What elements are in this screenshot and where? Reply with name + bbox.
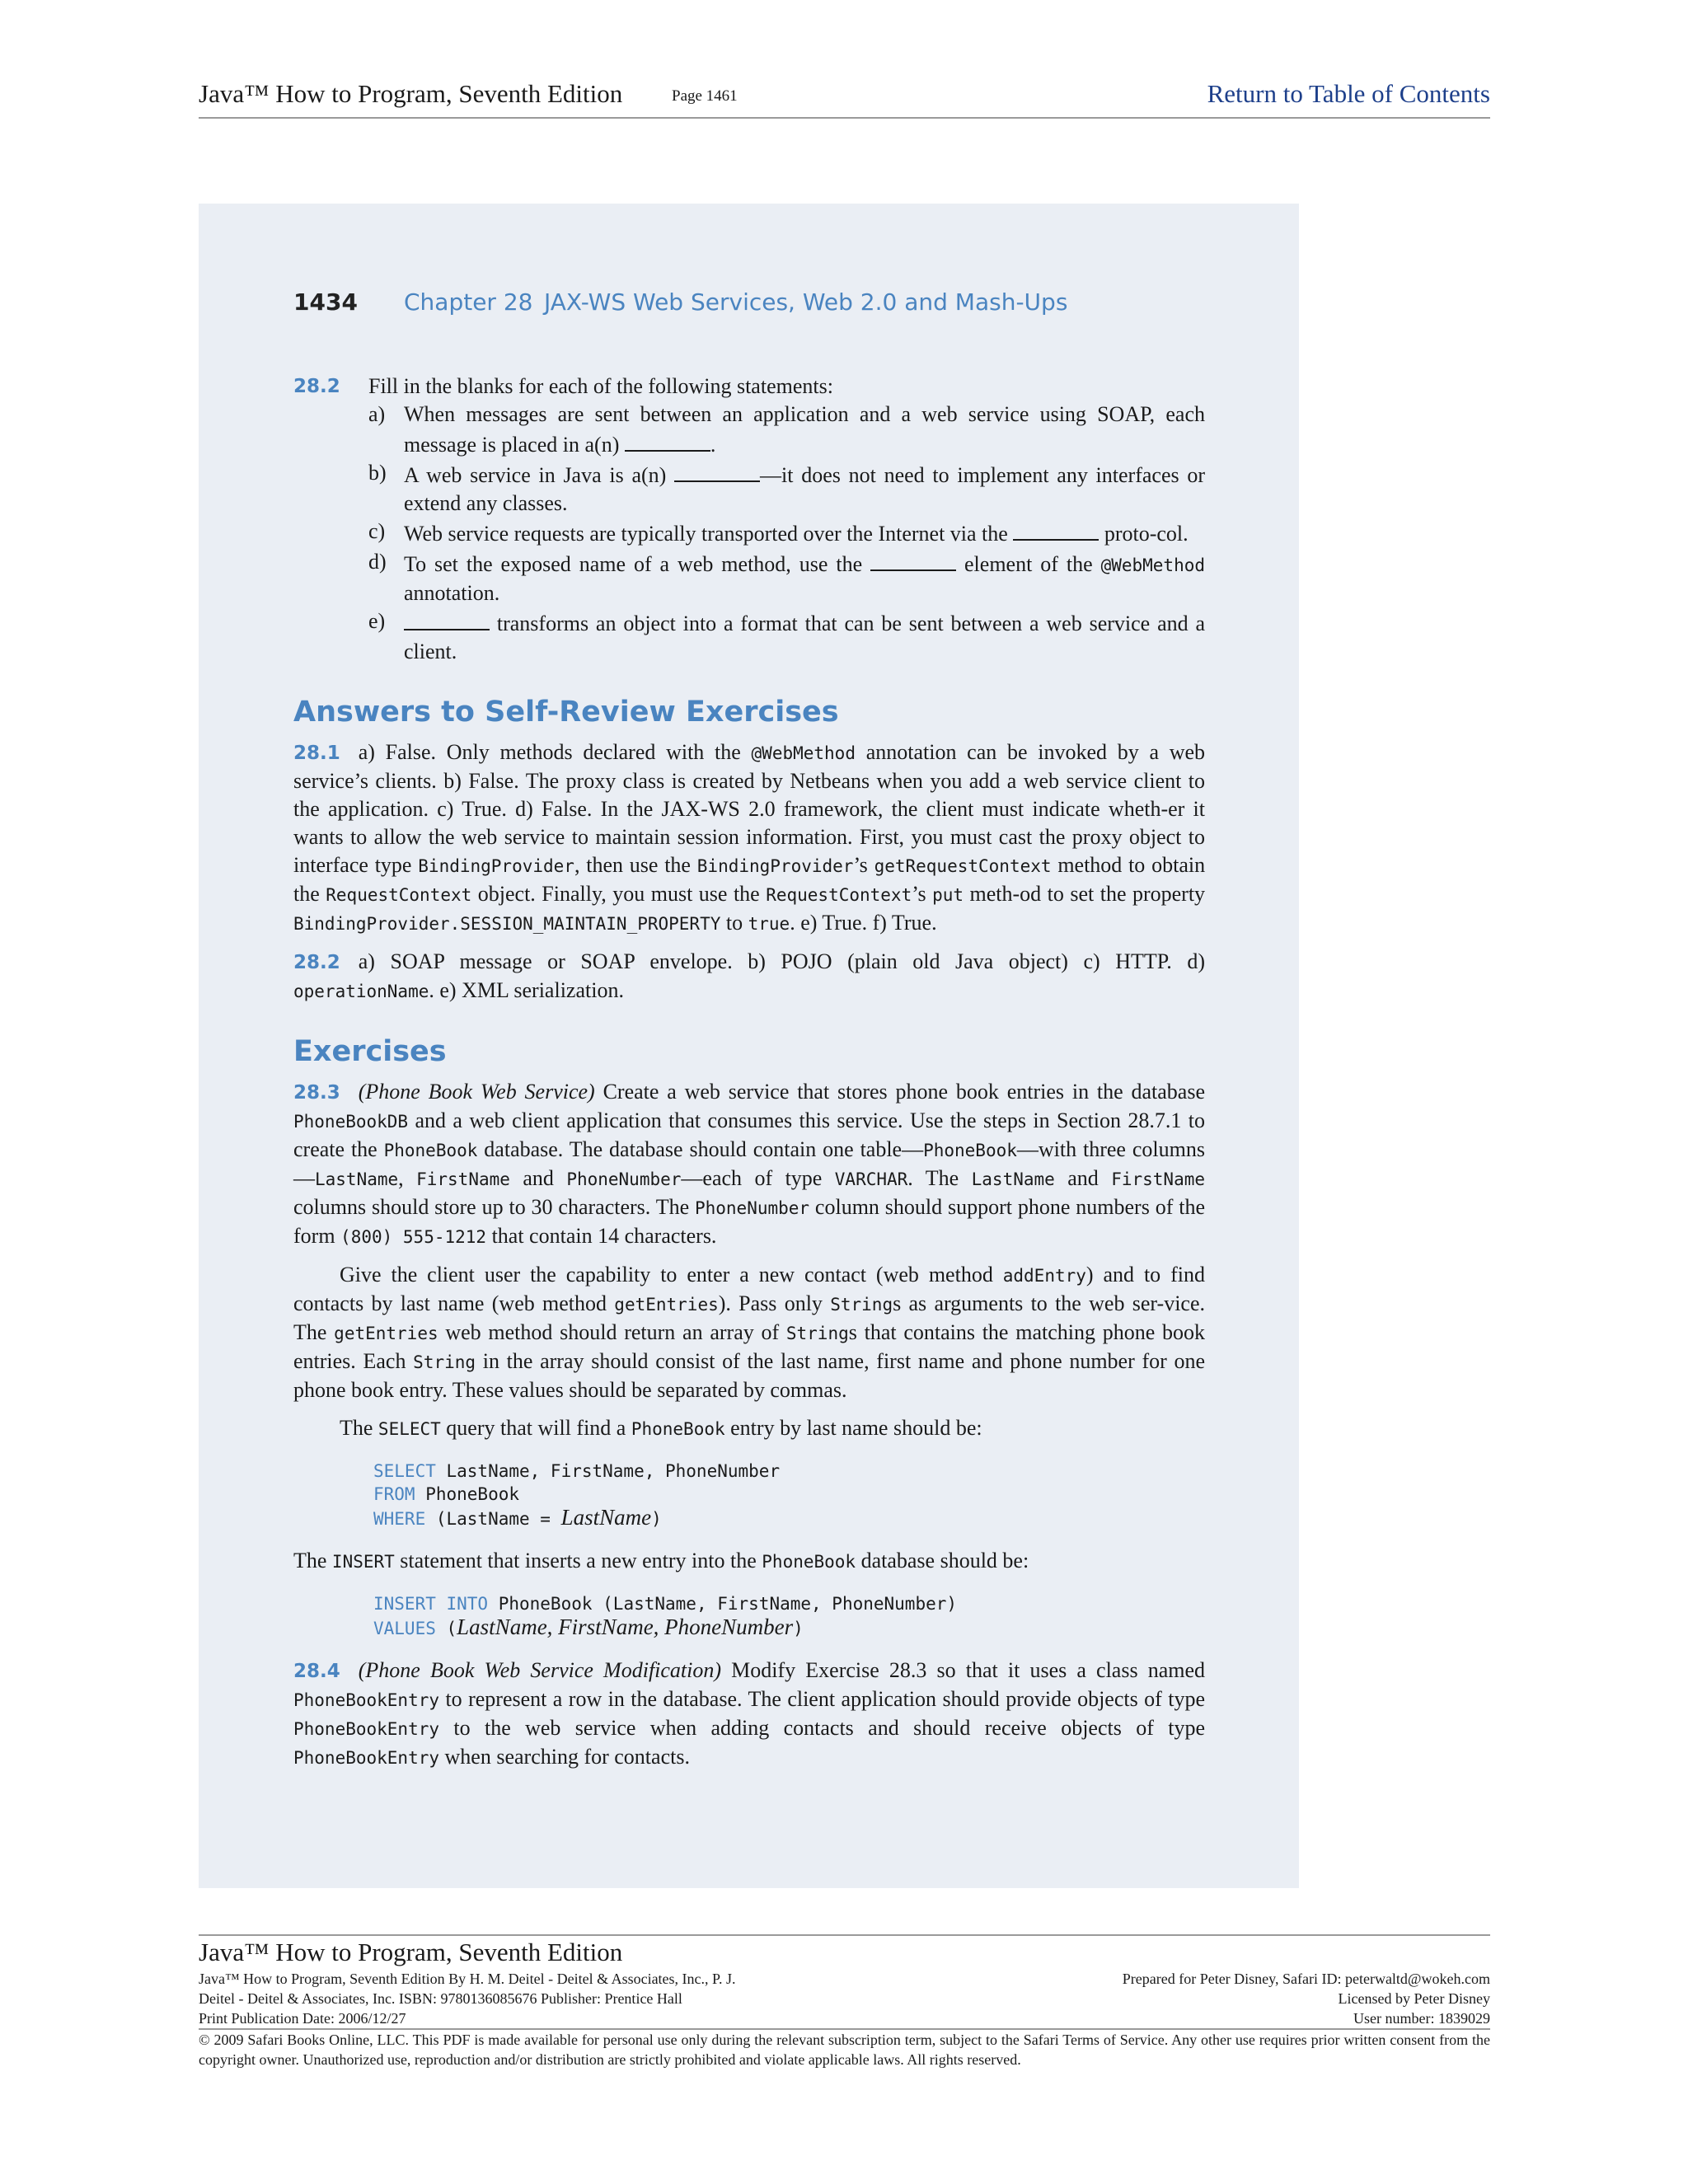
blank-line (674, 459, 760, 482)
text-run: Give the client user the capability to enter a new contact (web method (340, 1263, 1003, 1286)
page-footer (199, 1934, 1490, 2068)
code-term: String (830, 1295, 893, 1315)
list-item (293, 401, 1205, 459)
exercise-28-3-p4 (293, 1547, 1205, 1576)
text-run: statement that inserts a new entry into the (394, 1549, 762, 1572)
footer-licensed-by: Licensed by Peter Disney (1338, 1990, 1490, 2007)
item-text: To set the exposed name of a web method, use the (404, 552, 863, 576)
text-run: to represent a row in the database. The client application should provide objects of type (439, 1687, 1205, 1711)
code-term: RequestContext (326, 885, 472, 905)
text-run: , (398, 1166, 417, 1190)
code-term: PhoneNumber (566, 1169, 682, 1189)
footer-publisher: Deitel - Deitel & Associates, Inc. ISBN: 9780136085676 Publisher: Prentice Hall (199, 1990, 682, 2007)
page-body (293, 373, 1205, 1782)
text-run: ) and to find contacts by last name (web method (293, 1263, 1205, 1315)
sql-select-code (373, 1460, 1205, 1530)
code-term: LastName (315, 1169, 399, 1189)
footer-prepared-for: Prepared for Peter Disney, Safari ID: peterwaltd@wokeh.com (1122, 1971, 1490, 1987)
code-term: PhoneBookEntry (293, 1748, 440, 1768)
text-run: and (509, 1166, 567, 1190)
text-run: database. The database should contain one table— (477, 1137, 924, 1161)
text-run: —with three columns— (293, 1137, 1205, 1190)
sql-keyword: INSERT INTO (373, 1594, 489, 1614)
code-term: FirstName (416, 1169, 510, 1189)
answer-text: annotation can be invoked by a web service’s clients. b) False. The proxy class is created by Netbeans when you add a web service client to the application. c) True. d) False. In the JAX-WS 2.0 framework, the client must indicate wheth-er it wants to allow the web service to maintain session information. First, you must cast the proxy object to interface type (293, 740, 1206, 877)
blank-line (870, 548, 956, 571)
code-text: LastName, FirstName, PhoneNumber (435, 1461, 781, 1481)
text-run: The (293, 1549, 332, 1572)
code-line (373, 1483, 1205, 1506)
exercise-number: 28.2 (293, 376, 340, 397)
text-run: s that contains the matching phone book entries. Each (293, 1320, 1205, 1373)
sql-keyword: SELECT (373, 1461, 436, 1481)
code-term: (800) 555-1212 (340, 1227, 487, 1247)
text-run: that contain 14 characters. (486, 1224, 717, 1248)
code-term: SELECT (377, 1419, 441, 1439)
code-term: PhoneBookEntry (293, 1719, 440, 1739)
list-item (293, 548, 1205, 607)
code-term: getEntries (614, 1295, 719, 1315)
code-text: ) (651, 1509, 662, 1529)
text-run: and (1054, 1166, 1112, 1190)
text-run: column should support phone numbers of the form (293, 1195, 1205, 1248)
exercise-28-3-p2 (293, 1261, 1205, 1404)
item-label: a) (368, 402, 386, 426)
code-text: ( (435, 1619, 457, 1638)
exercise-intro: Fill in the blanks for each of the following statements: (368, 374, 833, 398)
return-to-toc-link[interactable]: Return to Table of Contents (1207, 79, 1490, 108)
book-title: Java™ How to Program, Seventh Edition (199, 79, 623, 108)
item-label: b) (368, 461, 387, 485)
page-header (199, 77, 1490, 119)
exercises-heading: Exercises (293, 1035, 447, 1068)
code-term: BindingProvider (696, 856, 854, 876)
exercise-title: (Phone Book Web Service) (358, 1080, 595, 1104)
sql-keyword: VALUES (373, 1619, 436, 1638)
list-item (293, 518, 1205, 548)
code-term: INSERT (331, 1552, 395, 1572)
code-term: BindingProvider (418, 856, 574, 876)
code-text: PhoneBook (LastName, FirstName, PhoneNumber) (488, 1594, 958, 1614)
item-text: . (710, 433, 716, 457)
code-line (373, 1460, 1205, 1483)
code-term: String (785, 1324, 849, 1343)
text-run: and a web client application that consumes this service. Use the steps in Section 28.7.1 to create the (293, 1108, 1205, 1161)
answer-text: . e) True. f) True. (790, 911, 937, 935)
code-term: PhoneBook (762, 1552, 856, 1572)
text-run: The (340, 1416, 378, 1440)
text-run: . The (907, 1166, 972, 1190)
code-term: PhoneBookDB (293, 1112, 409, 1132)
text-run: when searching for contacts. (439, 1745, 690, 1769)
item-text: Web service requests are typically transported over the Internet via the (404, 522, 1008, 546)
code-text: (LastName = (425, 1509, 561, 1529)
text-run: Create a web service that stores phone book entries in the database (603, 1080, 1205, 1104)
code-line (373, 1592, 1205, 1615)
text-run: columns should store up to 30 characters. The (293, 1195, 695, 1219)
answer-28-2 (293, 948, 1205, 1005)
answer-text: method to obtain the (293, 853, 1206, 906)
blank-line (625, 429, 710, 452)
code-term: PhoneBook (923, 1141, 1017, 1160)
text-run: s as arguments to the web ser-vice. The (293, 1291, 1206, 1344)
code-term: getEntries (334, 1324, 438, 1343)
code-line (373, 1506, 1205, 1530)
answer-text: ’s (912, 882, 926, 906)
answer-text: a) SOAP message or SOAP envelope. b) POJO (plain old Java object) c) HTTP. d) (358, 949, 1205, 973)
page-indicator: Page 1461 (672, 87, 738, 105)
exercise-number: 28.3 (293, 1082, 340, 1104)
code-term: PhoneBookEntry (293, 1690, 440, 1710)
item-text: —it does not need to implement any interfaces or extend any classes. (404, 463, 1205, 515)
blank-line (1013, 518, 1099, 541)
sql-insert-code (373, 1592, 1205, 1640)
code-term: addEntry (1002, 1266, 1086, 1286)
list-item (293, 607, 1205, 666)
item-text: transforms an object into a format that can be sent between a web service and a client. (404, 612, 1206, 663)
sql-keyword: FROM (373, 1484, 415, 1504)
footer-user-number: User number: 1839029 (1353, 2010, 1490, 2027)
code-text: PhoneBook (415, 1484, 520, 1504)
placeholder-text: LastName (560, 1505, 652, 1530)
code-term: PhoneBook (383, 1141, 478, 1160)
answer-text: , then use the (574, 853, 691, 877)
code-term: @WebMethod (1100, 555, 1206, 575)
text-run: to the web service when adding contacts and should receive objects of type (439, 1716, 1205, 1740)
exercise-28-3-p3 (293, 1414, 1205, 1443)
text-run: —each of type (681, 1166, 835, 1190)
running-head (293, 288, 1205, 321)
answer-text: to (725, 911, 743, 935)
item-label: c) (368, 519, 386, 543)
exercise-text (293, 1080, 1205, 1248)
printed-page-number: 1434 (293, 288, 358, 316)
footer-pub-date: Print Publication Date: 2006/12/27 (199, 2010, 406, 2027)
answer-number: 28.1 (293, 743, 340, 764)
code-term: LastName (971, 1169, 1055, 1189)
item-text: element of the (964, 552, 1093, 576)
footer-copyright: © 2009 Safari Books Online, LLC. This PDF is made available for personal use only during the relevant subscription term, subject to the Safari Terms of Service. Any other use requires prior written consent from the copyright owner. Unauthorized use, reproduction and/or distribution are strictly prohibited and violate applicable laws. All rights reserved. (199, 2032, 1490, 2068)
text-run: database should be: (856, 1549, 1029, 1572)
item-text: When messages are sent between an application and a web service using SOAP, each message is placed in a(n) (404, 402, 1205, 457)
code-line (373, 1615, 1205, 1640)
text-run: entry by last name should be: (724, 1416, 982, 1440)
item-text: proto-col. (1104, 522, 1189, 546)
blank-line (404, 607, 490, 630)
code-term: VARCHAR (834, 1169, 908, 1189)
exercise-number: 28.4 (293, 1661, 340, 1682)
text-run: ). Pass only (718, 1291, 831, 1315)
code-term: @WebMethod (751, 743, 856, 763)
code-term: FirstName (1111, 1169, 1206, 1189)
placeholder-text: LastName, FirstName, PhoneNumber (457, 1615, 794, 1639)
code-term: BindingProvider.SESSION_MAINTAIN_PROPERTY (293, 914, 721, 934)
exercise-28-4 (293, 1657, 1205, 1772)
code-term: String (413, 1352, 476, 1372)
code-term: getRequestContext (874, 856, 1052, 876)
answer-number: 28.2 (293, 952, 340, 973)
list-item (293, 459, 1205, 518)
item-label: e) (368, 609, 386, 633)
chapter-label: Chapter 28 (404, 288, 533, 316)
answer-text: ’s (853, 853, 868, 877)
exercise-28-2 (293, 373, 1205, 401)
exercise-28-3-p1 (293, 1078, 1205, 1251)
answer-text: a) False. Only methods declared with the (358, 740, 741, 764)
text-run: web method should return an array of (438, 1320, 786, 1344)
answer-28-1 (293, 738, 1205, 938)
code-text: ) (793, 1619, 804, 1638)
code-term: PhoneBook (631, 1419, 725, 1439)
chapter-title: JAX-WS Web Services, Web 2.0 and Mash-Ups (544, 288, 1068, 316)
footer-book-title: Java™ How to Program, Seventh Edition (199, 1938, 623, 1966)
text-run: Modify Exercise 28.3 so that it uses a class named (731, 1658, 1206, 1682)
item-label: d) (368, 550, 387, 574)
code-term: put (932, 885, 964, 905)
code-term: RequestContext (766, 885, 912, 905)
answers-heading: Answers to Self-Review Exercises (293, 696, 839, 729)
footer-byline: Java™ How to Program, Seventh Edition By H. M. Deitel - Deitel & Associates, Inc., P. J. (199, 1971, 736, 1987)
code-term: PhoneNumber (694, 1198, 810, 1218)
fill-blank-list (293, 401, 1205, 666)
text-run: in the array should consist of the last name, first name and phone number for one phone book entry. These values should be separated by commas. (293, 1349, 1206, 1402)
exercise-title: (Phone Book Web Service Modification) (358, 1658, 722, 1682)
text-run: query that will find a (440, 1416, 631, 1440)
item-text: annotation. (404, 581, 500, 605)
code-term: true (748, 914, 790, 934)
code-term: operationName (293, 982, 429, 1001)
answer-text: meth-od to set the property (969, 882, 1206, 906)
answer-text: . e) XML serialization. (429, 978, 624, 1002)
sql-keyword: WHERE (373, 1509, 426, 1529)
item-text: A web service in Java is a(n) (404, 463, 667, 487)
answer-text: object. Finally, you must use the (477, 882, 760, 906)
